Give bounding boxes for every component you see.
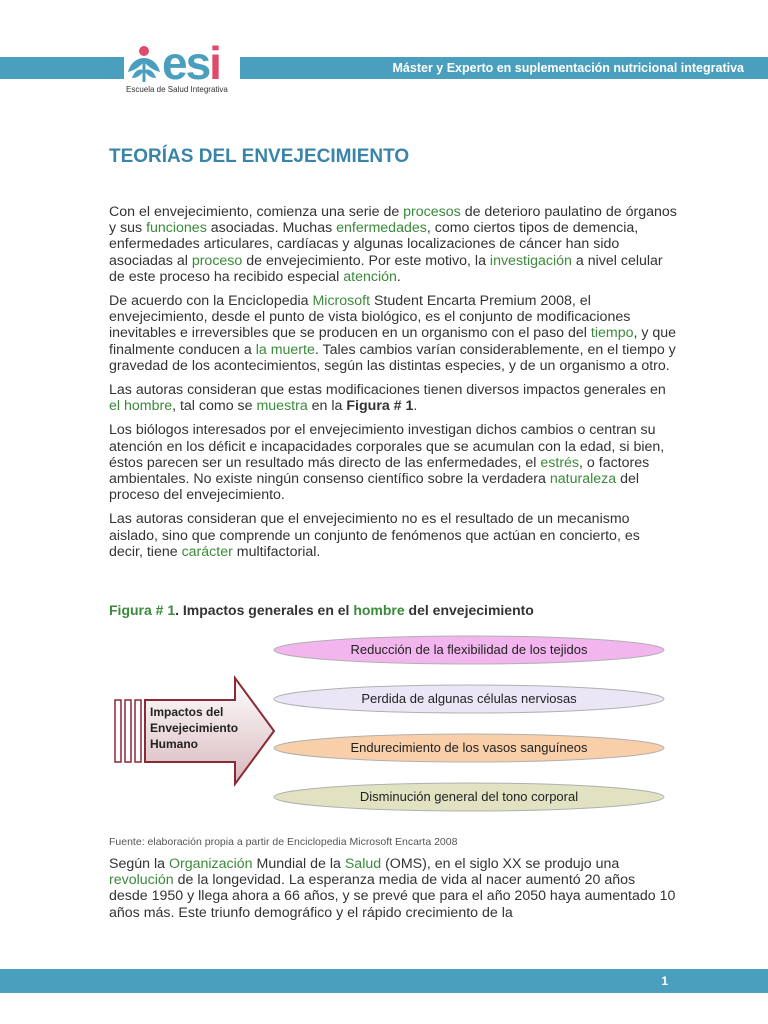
paragraph-3: Las autoras consideran que estas modificaciones tienen diversos impactos generales en el hombre, tal como se muestra en la Figura # 1. [109,382,666,415]
body-text-continued [109,856,677,921]
impact-label-3: Endurecimiento de los vasos sanguíneos [350,740,588,755]
link-muestra[interactable]: muestra [256,398,308,415]
paragraph-1: Con el envejecimiento, comienza una serie de procesos de deterioro paulatino de órganos y sus funciones asociadas. Muchas enfermedades, como ciertos tipos de demencia, enfermedades articulares, cardíacas y algunas localizaciones de cáncer han sido asociadas al proceso de envejecimiento. Por este motivo, la investigación a nivel celular de este proceso ha recibido especial atención. [109,204,677,285]
link-naturaleza[interactable]: naturaleza [549,471,617,488]
page-number: 1 [661,974,668,988]
impact-label-2: Perdida de algunas células nerviosas [361,691,577,706]
link-tiempo[interactable]: tiempo [590,325,634,342]
link-investigacion[interactable]: investigación [489,252,572,269]
paragraph-2: De acuerdo con la Enciclopedia Microsoft Student Encarta Premium 2008, el envejecimiento, desde el punto de vista biológico, es el conjunto de modificaciones inevitables e irreversibles que se producen en un organismo con el paso del tiempo, y que finalmente conducen a la muerte. Tales cambios varían considerablemente, en el tiempo y gravedad de los acontecimientos, según las distintas especies, y de un organismo a otro. [109,293,677,374]
page-title: TEORÍAS DEL ENVEJECIMIENTO [109,146,410,167]
link-salud[interactable]: Salud [344,856,382,872]
link-proceso[interactable]: proceso [191,252,243,269]
footer-bar [0,969,768,993]
paragraph-4: Los biólogos interesados por el envejecimiento investigan dichos cambios o centran su atención en los déficit e incapacidades corporales que se acumulan con la edad, si bien, éstos parecen ser un resultado más directo de las enfermedades, el estrés, o factores ambientales. No existe ningún consenso científico sobre la verdadera naturaleza del proceso del envejecimiento. [109,422,665,504]
paragraph-5: Las autoras consideran que el envejecimiento no es el resultado de un mecanismo aislado, sino que comprende un conjunto de fenómenos que actúan en concierto, es decir, tiene carácter multifactorial. [109,511,640,560]
arrow-label: Impactos del Envejecimiento Humano [150,705,239,751]
paragraph-6: Según la Organización Mundial de la Salud (OMS), en el siglo XX se produjo una revolución de la longevidad. La esperanza media de vida al nacer aumentó 20 años desde 1950 y llega ahora a 66 años, y se prevé que para el año 2050 haya aumentado 10 años más. Este triunfo demográfico y el rápido crecimiento de la [109,856,676,921]
link-revolucion[interactable]: revolución [109,872,174,889]
impact-label-1: Reducción de la flexibilidad de los tejidos [350,642,588,657]
person-leaf-icon [126,44,162,84]
link-procesos[interactable]: procesos [403,204,461,220]
link-el-hombre[interactable]: el hombre [109,398,173,415]
link-enfermedades[interactable]: enfermedades [336,220,427,237]
link-hombre[interactable]: hombre [353,602,405,618]
figure-caption: Figura # 1. Impactos generales en el hombre del envejecimiento [109,602,534,618]
link-microsoft[interactable]: Microsoft [312,293,371,310]
header-bar [0,57,768,79]
esi-logo [124,37,240,98]
impact-label-4: Disminución general del tono corporal [359,789,579,804]
logo-wordmark: esi [162,37,220,89]
arrow-stripe-2 [125,700,131,762]
impacts-diagram [109,632,669,822]
link-la-muerte[interactable]: la muerte [255,341,315,358]
link-estres[interactable]: estrés [540,454,580,471]
link-funciones[interactable]: funciones [146,220,207,237]
arrow-stripe-1 [115,700,121,762]
header-tagline: Máster y Experto en suplementación nutricional integrativa [392,61,744,75]
figure-source: Fuente: elaboración propia a partir de Enciclopedia Microsoft Encarta 2008 [109,836,458,848]
link-organizacion[interactable]: Organización [168,856,253,872]
link-atencion[interactable]: atención [343,268,397,285]
link-caracter[interactable]: carácter [181,543,233,560]
arrow-stripe-3 [135,700,141,762]
body-text [109,204,677,568]
logo-subline: Escuela de Salud Integrativa [126,85,228,94]
